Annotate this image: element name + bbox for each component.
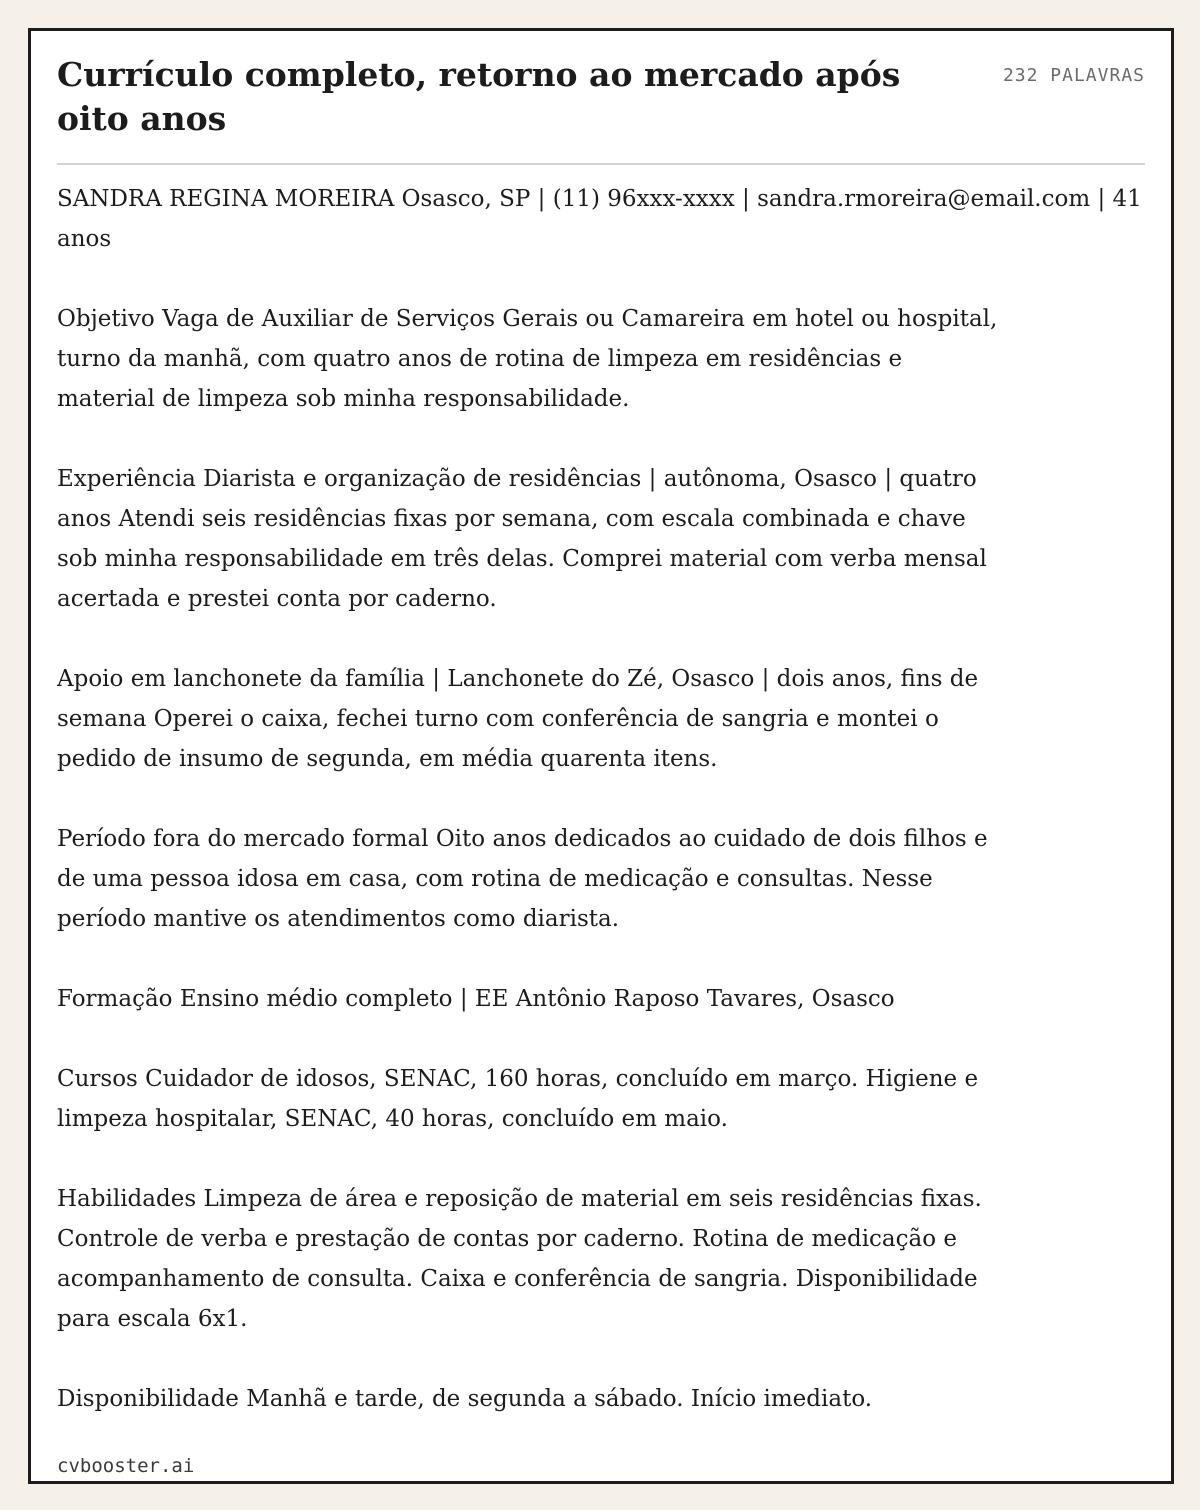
skills-section: Habilidades Limpeza de área e reposição de material em seis residências fixas. Controle de verba e prestação de contas por caderno. Rotina de medicação e acompanhamento de consulta. Caixa e conferência de sangria. Disponibilidade para escala 6x1. [57, 1186, 982, 1332]
education-section: Formação Ensino médio completo | EE Antônio Raposo Tavares, Osasco [57, 986, 895, 1012]
contact-line: SANDRA REGINA MOREIRA Osasco, SP | (11) 96xxx-xxxx | sandra.rmoreira@email.com | 41 anos [57, 186, 1142, 252]
resume-header [57, 53, 1145, 165]
objective-section: Objetivo Vaga de Auxiliar de Serviços Gerais ou Camareira em hotel ou hospital, turno da manhã, com quatro anos de rotina de limpeza em residências e material de limpeza sob minha responsabilidade. [57, 306, 998, 412]
resume-body [57, 179, 1142, 1459]
resume-title: Currículo completo, retorno ao mercado após oito anos [57, 55, 901, 138]
experience-section: Experiência Diarista e organização de residências | autônoma, Osasco | quatro anos Atendi seis residências fixas por semana, com escala combinada e chave sob minha responsabilidade em três delas. Comprei material com verba mensal acertada e prestei conta por caderno. [57, 466, 987, 612]
availability-section: Disponibilidade Manhã e tarde, de segunda a sábado. Início imediato. [57, 1386, 873, 1412]
brand-watermark: cvbooster.ai [57, 1455, 195, 1477]
experience-item-lanchonete: Apoio em lanchonete da família | Lanchonete do Zé, Osasco | dois anos, fins de semana Operei o caixa, fechei turno com conferência de sangria e montei o pedido de insumo de segunda, em média quarenta itens. [57, 666, 979, 772]
word-count-badge: 232 PALAVRAS [1002, 65, 1145, 86]
resume-card [28, 28, 1174, 1484]
courses-section: Cursos Cuidador de idosos, SENAC, 160 horas, concluído em março. Higiene e limpeza hospitalar, SENAC, 40 horas, concluído em maio. [57, 1066, 979, 1132]
career-break-section: Período fora do mercado formal Oito anos dedicados ao cuidado de dois filhos e de uma pessoa idosa em casa, com rotina de medicação e consultas. Nesse período mantive os atendimentos como diarista. [57, 826, 988, 932]
